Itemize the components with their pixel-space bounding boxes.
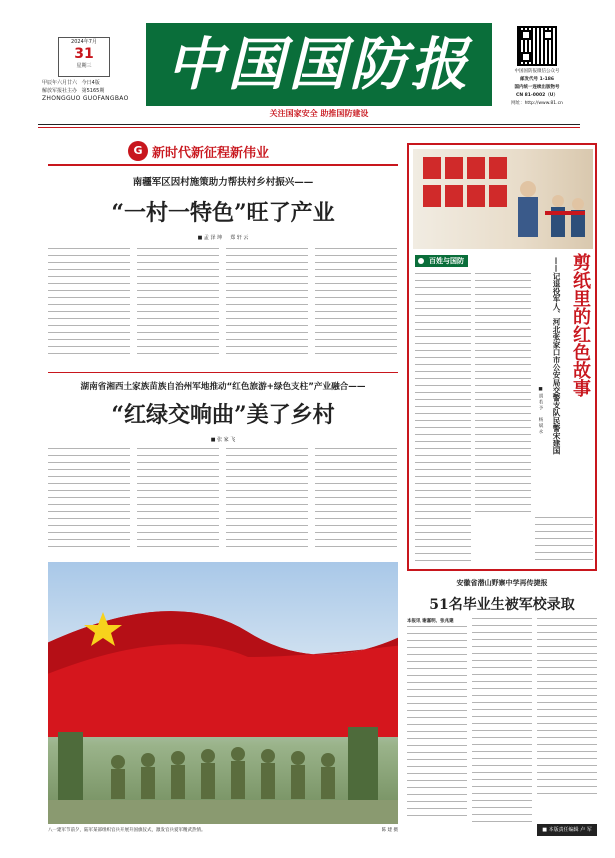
feature-photo (413, 149, 593, 249)
article2-body-col1 (48, 448, 130, 548)
feature-headline: 剪纸里的红色故事 (570, 253, 591, 397)
article2-body-col2 (137, 448, 219, 548)
article1-headline: “一村一特色”旺了产业 (111, 200, 335, 226)
wechat-caption: 中国国防报微信公众号 (514, 69, 560, 74)
feature-byline: ■ 胡 若 予 杨 斌 永 (538, 387, 543, 434)
section-banner (128, 140, 398, 162)
feature-body-col1 (415, 273, 471, 563)
photo-credit: 陈 建 摄 (381, 828, 398, 833)
lunar-date: 甲辰年六月廿六 (42, 80, 78, 86)
masthead (0, 0, 615, 132)
article1-kicker: 南疆军区因村施策助力帮扶村乡村振兴—— (132, 177, 314, 188)
article3-headline: 51名毕业生被军校录取 (429, 597, 575, 613)
feature-body-col3 (535, 517, 593, 565)
masthead-slogan: 关注国家安全 助推国防建设 (269, 109, 369, 118)
newspaper-title: 中国国防报 (166, 31, 472, 98)
feature-photo-illustration (413, 149, 593, 249)
article2-kicker: 湖南省湘西土家族苗族自治州军地推动“红色旅游+绿色支柱”产业融合—— (80, 382, 366, 392)
qr-code (517, 26, 557, 66)
pinyin-title: ZHONGGUO GUOFANGBAO (42, 95, 129, 102)
photo-caption: 八一建军节前夕，陆军某部组织官兵开展升国旗仪式，激发官兵爱军精武热情。 (48, 828, 206, 833)
article3-body-col2 (472, 618, 532, 822)
feature-box (407, 143, 597, 571)
issue-number: 第5165期 (81, 88, 105, 94)
article1-byline: ■ 孟 泽 坤 郑 轩 云 (197, 235, 249, 241)
masthead-title-panel (146, 23, 492, 106)
date-year-month: 2024年7月 (71, 39, 97, 45)
article1-body-col3 (226, 248, 308, 360)
article3-body-col3 (537, 618, 597, 798)
date-box (58, 37, 110, 77)
cn-number: CN 81-0002（U） (516, 93, 558, 98)
banner-title: 新时代新征程新伟业 (152, 146, 270, 161)
article1 (48, 168, 398, 368)
publisher: 解放军报社主办 (42, 88, 78, 94)
article3-kicker: 安徽省潜山野寨中学再传捷报 (456, 579, 548, 587)
article2-body-col3 (226, 448, 308, 548)
website: 网址：http://www.81.cn (511, 101, 563, 106)
article1-body-col2 (137, 248, 219, 360)
article2 (48, 376, 398, 556)
date-weekday: 星期三 (76, 63, 92, 69)
feature-tag-label: 百姓与国防 (429, 257, 464, 265)
photo-illustration (48, 562, 398, 824)
date-day: 31 (74, 46, 94, 62)
tag-dot-icon (418, 258, 424, 264)
article2-headline: “红绿交响曲”美了乡村 (111, 402, 335, 428)
article3 (407, 578, 597, 828)
editor-credit-box (537, 824, 597, 836)
article1-body-col4 (315, 248, 397, 360)
banner-emblem-icon: G (128, 141, 148, 161)
article3-byline: 本报讯 谢嘉明、张兆建 (407, 619, 454, 624)
article1-body-col1 (48, 248, 130, 360)
article2-body-col4 (315, 448, 397, 548)
serial-number-label: 国内统一连续出版物号 (514, 85, 560, 90)
editor-credit: ■ 本版责任编辑 卢 军 (542, 827, 592, 833)
postal-code: 邮发代号 1-186 (520, 77, 554, 82)
main-photo (48, 562, 398, 824)
feature-subheadline: ——记退役军人、河北张家口市公安局交警支队民警宋建国 (552, 257, 561, 455)
article3-body-col1 (407, 626, 467, 822)
today-pages: 今日4版 (81, 80, 100, 86)
feature-column-tag (415, 255, 468, 267)
article2-byline: ■ 张 家 飞 (210, 437, 236, 443)
feature-body-col2 (475, 273, 531, 513)
